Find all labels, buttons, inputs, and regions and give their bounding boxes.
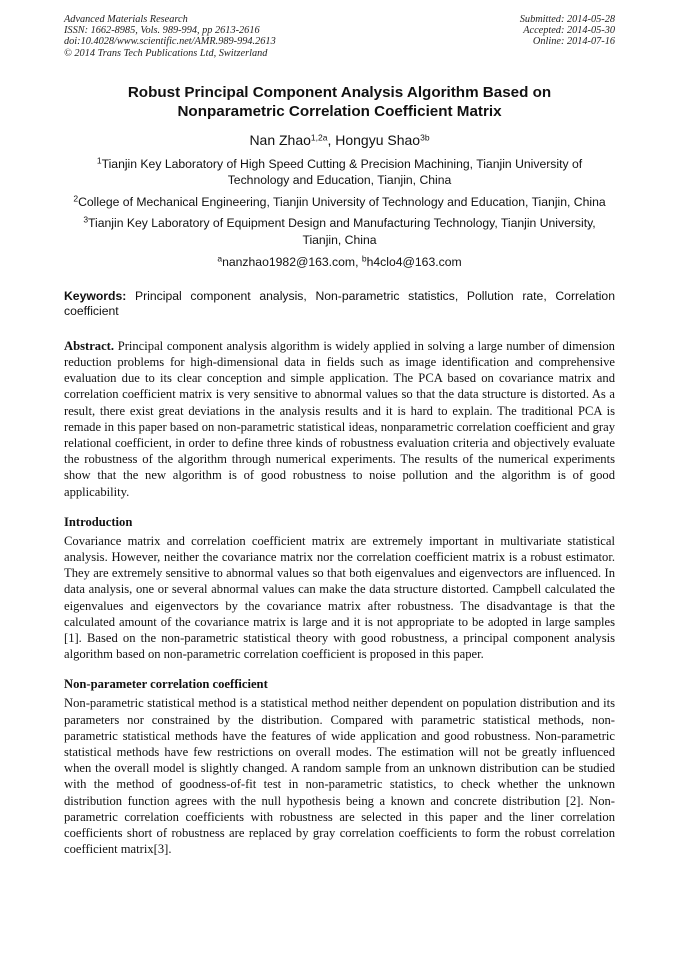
affiliation-2: $^2$College of Mechanical Engineering, Tianjin University of Technology and Education, Tianjin, China <box>73 193 606 209</box>
keywords-label: Keywords: <box>64 288 127 303</box>
email-link[interactable]: nanzhao1982@163.com <box>222 255 356 270</box>
submitted-date: Submitted: 2014-05-28 <box>519 14 615 25</box>
issn-line: ISSN: 1662-8985, Vols. 989-994, pp 2613-2616 <box>64 25 260 37</box>
keywords <box>64 289 615 320</box>
paper-title: Robust Principal Component Analysis Algorithm Based on Nonparametric Correlation Coefficient Matrix <box>127 83 552 120</box>
author-emails: $^a$nanzhao1982@163.com, $^b$h4clo4@163.com <box>217 253 462 270</box>
copyright-line: © 2014 Trans Tech Publications Ltd, Switzerland <box>64 47 268 59</box>
abstract <box>64 338 615 500</box>
section-heading: Non-parameter correlation coefficient <box>64 677 268 692</box>
author-name: Hongyu Shao <box>335 131 421 148</box>
paper-page <box>64 14 615 858</box>
journal-header <box>64 14 615 59</box>
abstract-label: Abstract. <box>64 338 115 353</box>
journal-info <box>64 14 276 59</box>
section-heading: Introduction <box>64 514 133 529</box>
author-list: Nan Zhao$^{1,2a}$, Hongyu Shao$^{3b}$ <box>249 131 430 148</box>
author-superscript: 3b <box>420 132 430 143</box>
doi-line: doi:10.4028/www.scientific.net/AMR.989-994.2613 <box>64 36 276 48</box>
section-body: Covariance matrix and correlation coefficient matrix are extremely important in multivariate statistical analysis. However, neither the covariance matrix nor the correlation coefficient matrix is a robust estimator. They are extremely sensitive to abnormal values so that both eigenvalues and eigenvectors are influenced. In data analysis, one or several abnormal values can make the data structure distorted. Campbell calculated the eigenvalues and eigenvectors by the covariance matrix after robustness. The disadvantage is that the calculated amount of the covariance matrix is large and it is not appropriate to be adopted in large samples [1]. Based on the non-parametric statistical theory with good robustness, a principal component analysis algorithm based on non-parametric correlation coefficient is proposed in this paper. <box>64 533 615 662</box>
publication-dates <box>520 14 615 59</box>
keywords-text: Principal component analysis, Non-parametric statistics, Pollution rate, Correlation coefficient <box>64 288 615 319</box>
journal-name: Advanced Materials Research <box>64 14 188 25</box>
author-name: Nan Zhao <box>249 131 311 148</box>
section-body: Non-parametric statistical method is a statistical method neither dependent on population distribution and its parameters nor constrained by the distribution. Compared with parametric statistical methods, non-parametric statistical methods have the features of wide application and good robustness. Non-parametric statistical methods have few restrictions on overall modes. The estimation will not be greatly influenced when the overall model is slightly changed. A random sample from an unknown distribution can be studied with the method of goodness-of-fit test in non-parametric statistics, to check whether the unknown distribution function agrees with the null hypothesis being a known and concrete distribution [2]. Non-parametric correlation coefficients with robustness are selected in this paper and the liner correlation coefficients short of robustness are replaced by gray correlation coefficients to form the robust correlation coefficient matrix[3]. <box>64 696 615 857</box>
affiliation-3: $^3$Tianjin Key Laboratory of Equipment Design and Manufacturing Technology, Tianjin University, Tianjin, China <box>83 214 596 247</box>
abstract-text: Principal component analysis algorithm is widely applied in solving a large number of dimension reduction problems for high-dimensional data in fields such as image identification and comprehensive evaluation due to its clear conception and simple application. The PCA based on covariance matrix and correlation coefficient matrix is very sensitive to abnormal values so that the data structure is distorted. As a result, there exist great deviations in the analysis results and it is hard to explain. The traditional PCA is remade in this paper based on non-parametric statistical ideas, nonparametric correlation coefficient and gray relational coefficient, in order to define three kinds of robustness evaluation criteria and objectively evaluate the robustness of the algorithm through numerical experiments. The results of the numerical experiments show that the new algorithm is of good robustness to noise pollution and the algorithm is of good applicability. <box>64 338 615 499</box>
online-date: Online: 2014-07-16 <box>532 36 615 48</box>
affiliation-1: $^1$Tianjin Key Laboratory of High Speed Cutting & Precision Machining, Tianjin University of Technology and Education, Tianjin, China <box>96 155 583 188</box>
email-link[interactable]: h4clo4@163.com <box>366 255 462 270</box>
author-superscript: 1,2a <box>310 132 328 143</box>
accepted-date: Accepted: 2014-05-30 <box>523 25 615 37</box>
